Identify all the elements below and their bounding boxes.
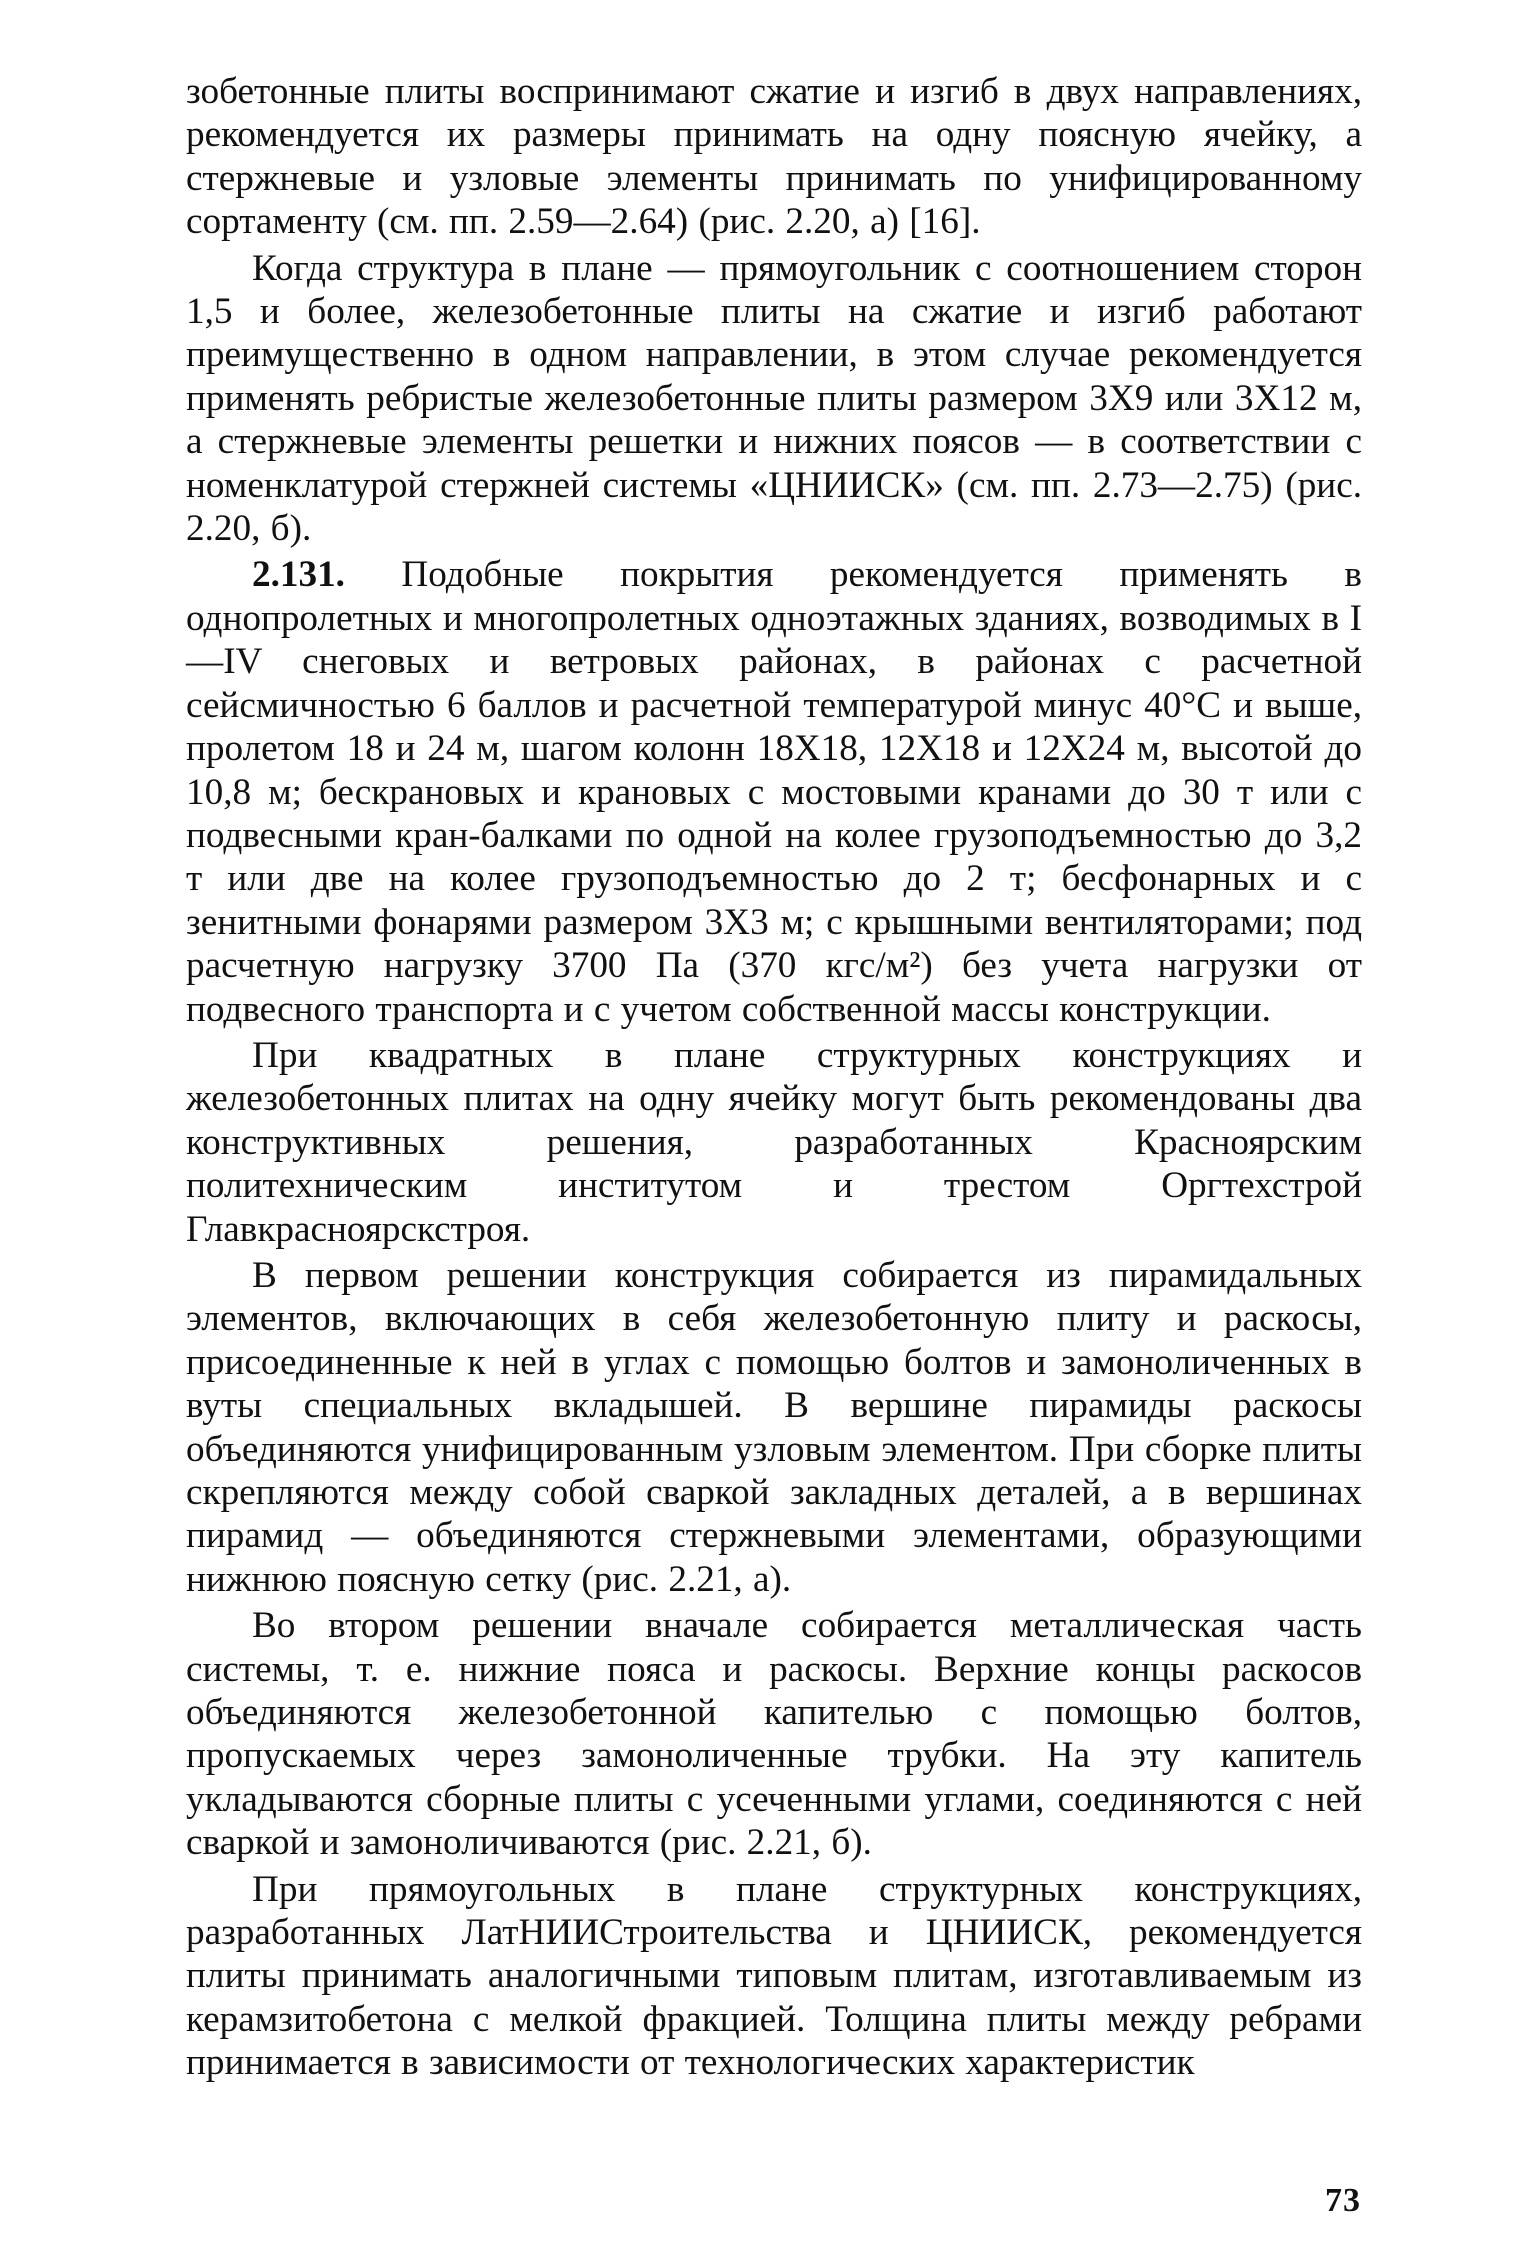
- paragraph-square-structures: При квадратных в плане структурных конструкциях и железобетонных плитах на одну ячейку могут быть рекомендованы два конструктивных решения, разработанных Красноярским политехническим институтом и трестом Оргтехстрой Главкрасноярскстроя.: [186, 1034, 1362, 1250]
- clause-number: 2.131.: [252, 554, 345, 596]
- paragraph-second-solution: Во втором решении вначале собирается металлическая часть системы, т. е. нижние пояса и раскосы. Верхние концы раскосов объединяются железобетонной капителью с помощью болтов, пропускаемых через замоноличенные трубки. На эту капитель укладываются сборные плиты с усеченными углами, соединяются с ней сваркой и замоноличиваются (рис. 2.21, б).: [186, 1605, 1362, 1864]
- paragraph-continuation: зобетонные плиты воспринимают сжатие и изгиб в двух направлениях, рекомендуется их размеры принимать на одну поясную ячейку, а стержневые и узловые элементы принимать по унифицированному сортаменту (см. пп. 2.59—2.64) (рис. 2.20, а) [16].: [186, 71, 1362, 243]
- paragraph-first-solution: В первом решении конструкция собирается из пирамидальных элементов, включающих в себя железобетонную плиту и раскосы, присоединенные к ней в углах с помощью болтов и замоноличенных в вуты специальных вкладышей. В вершине пирамиды раскосы объединяются унифицированным узловым элементом. При сборке плиты скрепляются между собой сваркой закладных деталей, а в вершинах пирамид — объединяются стержневыми элементами, образующими нижнюю поясную сетку (рис. 2.21, а).: [186, 1254, 1362, 1600]
- paragraph-clause-2-131: [186, 553, 1362, 1030]
- clause-text: Подобные покрытия рекомендуется применять в однопролетных и многопролетных одноэтажных зданиях, возводимых в I—IV снеговых и ветровых районах, в районах с расчетной сейсмичностью 6 баллов и расчетной температурой минус 40°С и выше, пролетом 18 и 24 м, шагом колонн 18Х18, 12Х18 и 12Х24 м, высотой до 10,8 м; бескрановых и крановых с мостовыми кранами до 30 т или с подвесными кран-балками по одной на колее грузоподъемностью до 3,2 т или две на колее грузоподъемностью до 2 т; бесфонарных и с зенитными фонарями размером 3Х3 м; с крышными вентиляторами; под расчетную нагрузку 3700 Па (370 кгс/м²) без учета нагрузки от подвесного транспорта и с учетом собственной массы конструкции.: [186, 554, 1362, 1030]
- paragraph-rectangular-structure: Когда структура в плане — прямоугольник с соотношением сторон 1,5 и более, железобетонные плиты на сжатие и изгиб работают преимущественно в одном направлении, в этом случае рекомендуется применять ребристые железобетонные плиты размером 3Х9 или 3Х12 м, а стержневые элементы решетки и нижних поясов — в соответствии с номенклатурой стержней системы «ЦНИИСК» (см. пп. 2.73—2.75) (рис. 2.20, б).: [186, 247, 1362, 550]
- page-number: 73: [1325, 2182, 1361, 2219]
- paragraph-rectangular-plates: При прямоугольных в плане структурных конструкциях, разработанных ЛатНИИСтроительства и ЦНИИСК, рекомендуется плиты принимать аналогичными типовым плитам, изготавливаемым из керамзитобетона с мелкой фракцией. Толщина плиты между ребрами принимается в зависимости от технологических характеристик: [186, 1868, 1362, 2084]
- page-body: [186, 70, 1362, 2085]
